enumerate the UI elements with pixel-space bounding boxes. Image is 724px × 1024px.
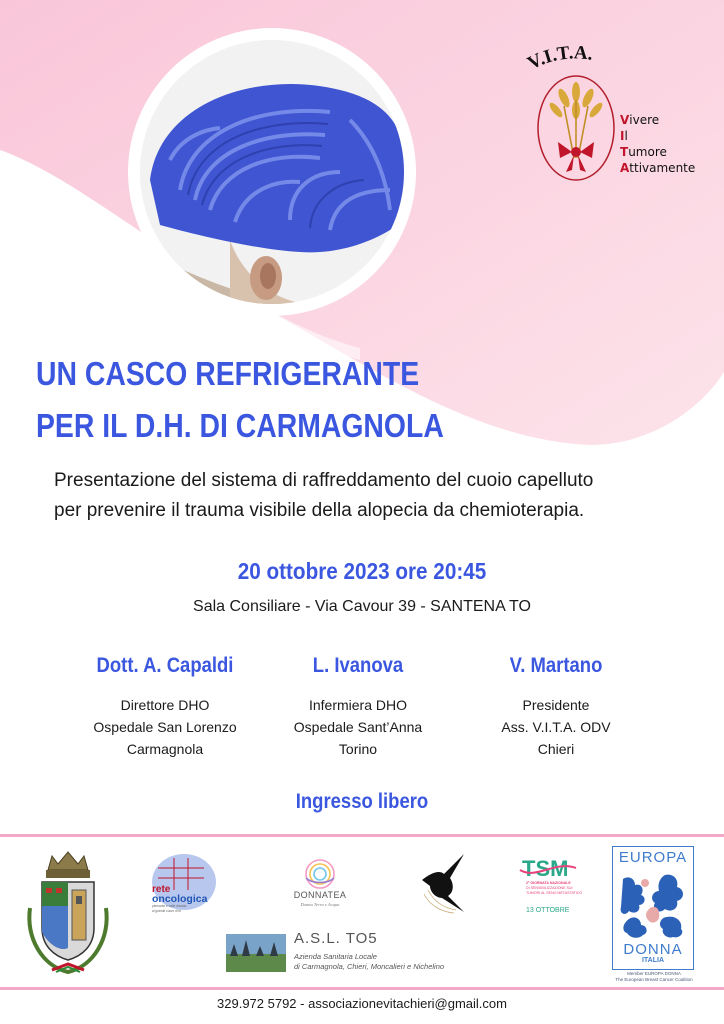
rete-word: rete bbox=[152, 884, 171, 895]
speaker-city: Chieri bbox=[537, 741, 575, 757]
vita-word-il: l bbox=[624, 129, 628, 143]
asl-to5-logo bbox=[226, 930, 466, 976]
vita-word-vivere: ivere bbox=[629, 113, 660, 127]
vita-letters: V.I.T.A. bbox=[524, 42, 595, 75]
speaker-role: Direttore DHO bbox=[120, 697, 210, 713]
asl-subtitle-1: Azienda Sanitaria Locale bbox=[294, 952, 377, 961]
free-entry-label: Ingresso libero bbox=[295, 790, 429, 813]
asl-subtitle-2: di Carmagnola, Chieri, Moncalieri e Nichelino bbox=[294, 962, 445, 971]
speaker-ivanova bbox=[248, 654, 468, 760]
speaker-capaldi bbox=[55, 654, 275, 760]
swallow-icon bbox=[418, 850, 468, 914]
vita-logo bbox=[520, 40, 700, 190]
vita-initial-t: T bbox=[620, 145, 629, 159]
event-date: 20 ottobre 2023 ore 20:45 bbox=[237, 558, 487, 584]
tsm-logo bbox=[516, 854, 582, 918]
divider-top bbox=[0, 834, 724, 837]
europa-word: EUROPA bbox=[618, 849, 688, 866]
speaker-org: Ospedale Sant’Anna bbox=[293, 719, 423, 735]
svg-text:V.I.T.A. bbox=[524, 42, 594, 74]
europa-donna-emblem bbox=[619, 869, 689, 939]
municipality-coat-of-arms bbox=[22, 848, 114, 978]
speaker-city: Torino bbox=[338, 741, 378, 757]
europa-donna-logo bbox=[612, 846, 694, 970]
speaker-name: Dott. A. Capaldi bbox=[96, 654, 234, 677]
tsm-line-2: DI SENSIBILIZZAZIONE SUI bbox=[526, 886, 573, 890]
speaker-org: Ass. V.I.T.A. ODV bbox=[501, 719, 611, 735]
tsm-date: 13 OTTOBRE bbox=[526, 907, 570, 914]
vita-word-tumore: umore bbox=[628, 145, 667, 159]
speaker-name: V. Martano bbox=[509, 654, 603, 677]
speaker-martano bbox=[446, 654, 666, 760]
donna-word: DONNA bbox=[623, 941, 683, 958]
title-line-2: PER IL D.H. DI CARMAGNOLA bbox=[36, 407, 444, 444]
rete-tagline: piemonte e valle d'aosta bbox=[152, 904, 187, 908]
tsm-line-3: TUMORI AL SENO METASTATICO bbox=[526, 891, 582, 895]
asl-title: A.S.L. TO5 bbox=[294, 930, 378, 947]
svg-text:Attivamente bbox=[620, 161, 695, 175]
vita-initial-v: V bbox=[620, 113, 630, 127]
donnatea-logo bbox=[288, 854, 352, 914]
tsm-line-1: 2ª GIORNATA NAZIONALE bbox=[526, 881, 571, 885]
speaker-city: Carmagnola bbox=[126, 741, 204, 757]
europa-caption-2: The European Breast Cancer Coalition bbox=[615, 977, 693, 982]
speaker-role: Infermiera DHO bbox=[308, 697, 408, 713]
speaker-name: L. Ivanova bbox=[312, 654, 404, 677]
intro-line-1: Presentazione del sistema di raffreddamento del cuoio capelluto bbox=[54, 470, 594, 491]
photo-frame bbox=[128, 28, 416, 316]
donnatea-name: DONNATEA bbox=[293, 890, 347, 900]
svg-text:Vivere bbox=[620, 113, 659, 127]
vita-initial-a: A bbox=[620, 161, 630, 175]
svg-text:Il bbox=[620, 129, 628, 143]
rete-oncologica-logo bbox=[144, 852, 218, 914]
italia-word: ITALIA bbox=[641, 957, 665, 964]
oncologica-word: oncologica bbox=[152, 893, 208, 905]
divider-bottom bbox=[0, 987, 724, 990]
donnatea-tagline: Donna Terra e Acqua bbox=[300, 902, 340, 907]
europa-caption-1: Member EUROPA DONNA bbox=[627, 971, 681, 976]
title-line-1: UN CASCO REFRIGERANTE bbox=[36, 355, 420, 392]
speaker-role: Presidente bbox=[522, 697, 590, 713]
rete-tagline-2: al grande cuore di te bbox=[152, 909, 182, 913]
intro-text bbox=[54, 466, 694, 526]
intro-line-2: per prevenire il trauma visibile della alopecia da chemioterapia. bbox=[54, 500, 585, 521]
vita-word-attivamente: ttivamente bbox=[629, 161, 696, 175]
event-venue: Sala Consiliare - Via Cavour 39 - SANTENA TO bbox=[193, 598, 531, 615]
cooling-cap-photo bbox=[140, 40, 404, 304]
vita-initial-i: I bbox=[620, 129, 625, 143]
contact-info: 329.972 5792 - associazionevitachieri@gmail.com bbox=[217, 996, 507, 1011]
tsm-letters: TSM bbox=[522, 856, 569, 881]
page-title bbox=[36, 348, 444, 452]
speaker-org: Ospedale San Lorenzo bbox=[93, 719, 237, 735]
svg-text:Tumore bbox=[620, 145, 667, 159]
